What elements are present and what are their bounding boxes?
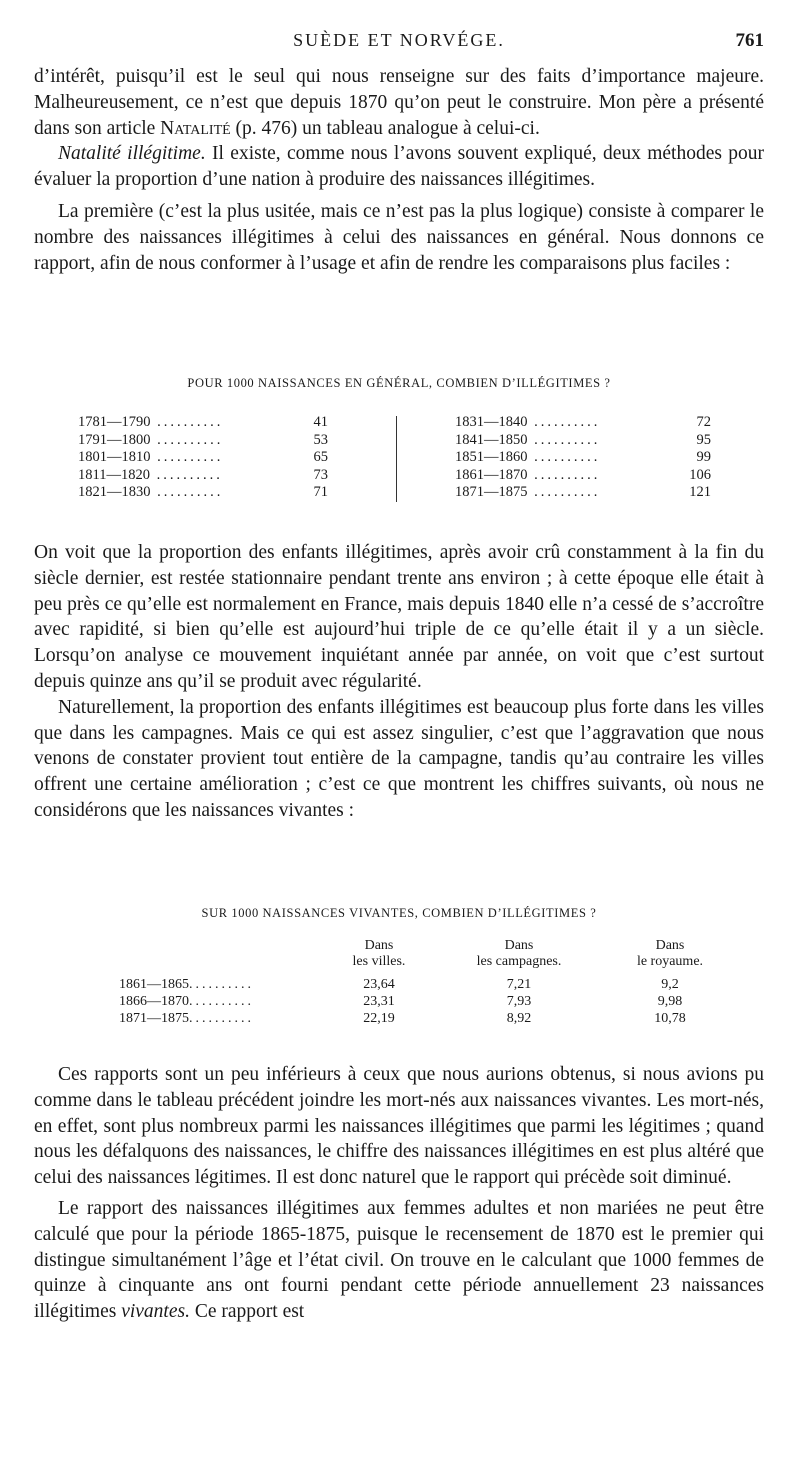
- page-number: 761: [735, 30, 764, 51]
- table-row: 1791—1800 .......... 53: [78, 431, 328, 448]
- text-block-bottom: [34, 1062, 764, 1325]
- table-row: 1851—1860 .......... 99: [455, 449, 711, 465]
- emphasis-vivantes: vivantes.: [121, 1301, 190, 1323]
- paragraph-evolution: On voit que la proportion des enfants illégitimes, après avoir crû constamment à la fin du siècle dernier, est restée stationnaire pendant trente ans environ ; à cette époque elle était à peu près ce qu’elle est normalement en France, mais depuis 1840 elle n’a cessé de s’accroître avec rapidité, si bien qu’elle est aujourd’hui triple de ce qu’elle était il y a un siècle. Lorsqu’on analyse ce mouvement inquiétant année par année, on voit que c’est surtout depuis quinze ans qu’il se produit avec régularité.: [34, 542, 764, 692]
- paragraph-text: d’intérêt, puisqu’il est le seul qui nous renseigne sur des faits d’importance majeure. Malheureusement, ce n’est que depuis 1870 qu’on peut le construire. Mon père a présenté dans son article: [34, 66, 764, 139]
- table1-left-column: [78, 414, 328, 502]
- table1: [78, 414, 712, 508]
- table-row: 1821—1830 .......... 71: [78, 484, 328, 500]
- column-divider: [396, 416, 397, 502]
- paragraph-mort-nes: Ces rapports sont un peu inférieurs à ceux que nous aurions obtenus, si nous avions pu comme dans le tableau précédent joindre les mort-nés aux naissances vivantes. Les mort-nés, en effet, sont plus nombreux parmi les naissances illégitimes que parmi les légitimes ; quand nous les défalquons des naissances, le chiffre des naissances illégitimes en est plus altéré que celui des naissances légitimes. Il est donc naturel que le rapport qui précède soit diminué.: [34, 1064, 764, 1189]
- text-block-top: [34, 64, 764, 276]
- table-row: 1831—1840 .......... 72: [455, 414, 711, 430]
- table-row: 1861—1870 .......... 106: [455, 466, 711, 483]
- paragraph-femmes-adultes: [34, 1196, 764, 1325]
- table-row: 1871—1875.......... 22,19 8,92 10,78: [119, 1011, 686, 1026]
- paragraph-methode: La première (c’est la plus usitée, mais ce n’est pas la plus logique) consiste à comparer le nombre des naissances illégitimes à celui des naissances en général. Nous donnons ce rapport, afin de nous conformer à l’usage et afin de rendre les comparaisons plus faciles :: [34, 200, 764, 274]
- paragraph-text: (p. 476) un tableau analogue à celui-ci.: [235, 117, 540, 139]
- table-row: 1801—1810 .......... 65: [78, 449, 328, 465]
- table-row: 1871—1875 .......... 121: [455, 484, 711, 500]
- paragraph-text: Il existe, comme nous l’avons souvent expliqué, deux méthodes pour évaluer la proportion d’une nation à produire des naissances illégitimes.: [34, 143, 765, 191]
- paragraph-text: Le rapport des naissances illégitimes aux femmes adultes et non mariées ne peut être calculé que pour la période 1865-1875, puisque le recensement de 1870 est le premier qui distingue simultanément l’âge et l’état civil. On trouve en le calculant que 1000 femmes de quinze à cinquante ans ont fourni pendant cette période annuellement 23 naissances illégitimes: [34, 1197, 764, 1323]
- paragraph-villes-campagnes: Naturellement, la proportion des enfants illégitimes est beaucoup plus forte dans les villes que dans les campagnes. Mais ce qui est assez singulier, c’est que l’aggravation que nous venons de constater provient tout entière de la campagne, tandis qu’au contraire les villes offrent une certaine amélioration ; c’est ce que montrent les chiffres suivants, où nous ne considérons que les naissances vivantes :: [34, 696, 764, 821]
- paragraph-continuation: [34, 64, 764, 141]
- table2-caption: SUR 1000 NAISSANCES VIVANTES, COMBIEN D’ILLÉGITIMES ?: [201, 906, 597, 920]
- column-header-campagnes: Dans les campagnes.: [476, 938, 562, 969]
- article-reference: Natalité: [160, 117, 231, 139]
- table-row: 1861—1865.......... 23,64 7,21 9,2: [119, 977, 679, 992]
- running-title: SUÈDE ET NORVÉGE.: [293, 30, 505, 50]
- table-row: 1811—1820 .......... 73: [78, 466, 328, 483]
- column-header-villes: Dans les villes.: [352, 938, 406, 969]
- table1-caption: POUR 1000 NAISSANCES EN GÉNÉRAL, COMBIEN D’ILLÉGITIMES ?: [187, 376, 611, 390]
- paragraph-natalite-illegitime: [34, 141, 764, 193]
- table1-right-column: [455, 414, 711, 502]
- table-row: 1841—1850 .......... 95: [455, 431, 711, 448]
- section-heading: Natalité illégitime.: [58, 143, 206, 165]
- column-header-royaume: Dans le royaume.: [636, 938, 704, 969]
- text-block-middle: [34, 540, 764, 824]
- running-header: [34, 30, 764, 56]
- table-row: 1781—1790 .......... 41: [78, 414, 328, 430]
- table-row: 1866—1870.......... 23,31 7,93 9,98: [119, 994, 683, 1009]
- paragraph-text: Ce rapport est: [194, 1301, 305, 1323]
